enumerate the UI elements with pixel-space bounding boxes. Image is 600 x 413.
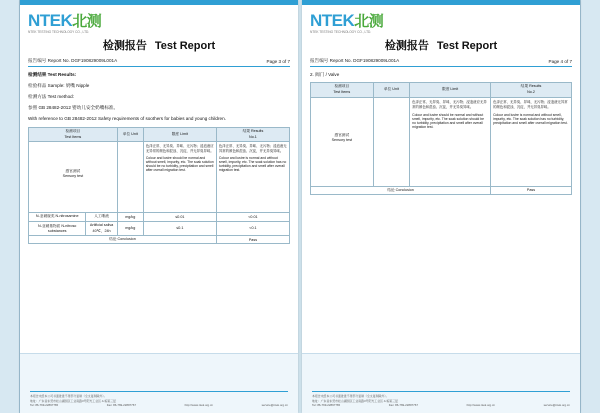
cell-conclusion-value: Pass bbox=[216, 236, 289, 244]
conclusion-cn: 结论 bbox=[387, 187, 395, 192]
cell-limit-nitrosamine: ≤0.01 bbox=[143, 213, 216, 221]
limit-sensory-cn: 色泽正常、无异臭、异味、无污物；浸泡液应无异常的颜色和混浊、沉淀，并无异臭异味。 bbox=[145, 144, 214, 154]
report-number bbox=[28, 58, 117, 64]
left-gutter bbox=[0, 0, 20, 413]
th-limit: 限度 Limit bbox=[410, 83, 491, 98]
limit-sensory-cn: 色泽正常、无异臭、异味、无污物；浸泡液应无异常的颜色和混浊、沉淀，并无异臭异味。 bbox=[412, 99, 487, 109]
brand-header bbox=[28, 8, 290, 34]
gutter-hairline bbox=[580, 0, 581, 413]
footer-divider bbox=[312, 391, 570, 392]
page-footer-3 bbox=[30, 391, 288, 407]
report-no-label: 报告编号 Report No. bbox=[28, 58, 70, 63]
table-row bbox=[311, 97, 572, 186]
item-sensory-en: Sensory test bbox=[331, 137, 353, 142]
result-sensory-cn: 色泽正常、无异臭、异味、无污物；浸泡液无异常的颜色和混浊、沉淀，并无异臭异味。 bbox=[493, 99, 568, 109]
cell-item-nitrosamine: N-亚硝胺类 N-nitrosamine bbox=[29, 213, 86, 221]
page-top-accent-bar bbox=[20, 0, 298, 5]
footer-website[interactable]: http://www.ntek.org.cn bbox=[466, 403, 495, 407]
results-table-3 bbox=[28, 127, 290, 245]
cell-limit-sensory bbox=[410, 97, 491, 186]
valve-section-heading: 2. 阀门 / Valve bbox=[310, 72, 340, 77]
logo-cn: 北测 bbox=[354, 13, 384, 30]
cell-item-nitroso: N-亚硝基物质 N-nitroso substances bbox=[29, 221, 86, 236]
cell-item-sensory bbox=[29, 142, 118, 213]
limit-sensory-en: Colour and lustre should be normal and without smell, impurity, etc. The soak solution should be no turbidity, precipitation and smell after overall migration test. bbox=[412, 112, 485, 129]
footer-text bbox=[312, 394, 570, 403]
sample-line bbox=[28, 82, 290, 89]
table-row bbox=[29, 221, 290, 236]
cell-limit-sensory bbox=[143, 142, 216, 213]
sample-label-en: Sample: bbox=[47, 83, 65, 89]
report-title-en: Test Report bbox=[154, 40, 216, 52]
report-title-en: Test Report bbox=[436, 40, 498, 52]
cell-unit-nitrosamine: mg/kg bbox=[117, 213, 143, 221]
th-unit: 单位 Unit bbox=[117, 127, 143, 142]
table-row bbox=[29, 213, 290, 221]
report-title-cn: 检测报告 bbox=[102, 40, 147, 52]
cell-unit-sensory bbox=[373, 97, 410, 186]
cell-limit-nitroso: ≤0.1 bbox=[143, 221, 216, 236]
test-method-line bbox=[28, 93, 290, 100]
report-meta-row bbox=[310, 58, 572, 67]
th-test-items: 检测项目 Test Items bbox=[311, 83, 374, 98]
standard-line-en: With reference to GB 28482-2012 Safety requirements of soothers for babies and young children. bbox=[28, 116, 226, 122]
sample-value: 奶嘴 Nipple bbox=[65, 83, 90, 89]
brand-header bbox=[310, 8, 572, 34]
sample-label-cn: 检验样品 bbox=[28, 83, 47, 89]
report-no-value: DGF190829009L001A bbox=[71, 58, 118, 63]
th-limit: 限度 Limit bbox=[143, 127, 216, 142]
footer-contact-row bbox=[30, 403, 288, 407]
report-no-value: DGF190829009L001A bbox=[353, 58, 400, 63]
conclusion-row bbox=[311, 186, 572, 194]
page-number: Page 3 of 7 bbox=[266, 58, 290, 64]
logo-n: N bbox=[28, 11, 40, 30]
cell-result-nitrosamine: <0.01 bbox=[216, 213, 289, 221]
item-sensory-cn: 感官测试 bbox=[65, 169, 81, 174]
logo bbox=[310, 12, 383, 34]
cell-result-nitroso: <0.1 bbox=[216, 221, 289, 236]
table-header-row bbox=[29, 127, 290, 142]
th-test-items: 检测项目 Test Items bbox=[29, 127, 118, 142]
item-sensory-cn: 感官测试 bbox=[334, 132, 350, 137]
page-title bbox=[310, 37, 572, 53]
report-number bbox=[310, 58, 399, 64]
test-results-heading bbox=[28, 71, 290, 78]
footer-email[interactable]: service@ntek.org.cn bbox=[543, 403, 570, 407]
method-label-cn: 检测方法 bbox=[28, 94, 47, 100]
cell-cond-nitrosamine bbox=[86, 213, 117, 221]
page-number: Page 4 of 7 bbox=[548, 58, 572, 64]
cell-cond-nitroso bbox=[86, 221, 117, 236]
footer-line2: 地址：广东省东莞市松山湖园区工业南路3号阳光工业区 A 栋第三层 bbox=[312, 398, 398, 403]
conclusion-en: Conclusion bbox=[117, 237, 136, 242]
footer-tel: Tel: 86-769-22897765 bbox=[30, 403, 59, 407]
conclusion-en: Conclusion bbox=[395, 187, 414, 192]
result-sensory-en: Colour and lustre is normal and without smell, impurity, etc. The soak solution has no turbidity, precipitation and smell after overall migration test. bbox=[218, 156, 287, 173]
th-results: 结果 Results No.1 bbox=[216, 127, 289, 142]
logo-tek: TEK bbox=[321, 11, 355, 30]
document-page-4[interactable] bbox=[302, 0, 580, 413]
standard-line-cn: 参照 GB 28482-2012 婴幼儿安全奶嘴标准。 bbox=[28, 105, 119, 111]
footer-line2: 地址：广东省东莞市松山湖园区工业南路3号阳光工业区 A 栋第三层 bbox=[30, 398, 116, 403]
cell-conclusion-label bbox=[311, 186, 491, 194]
table-row bbox=[29, 142, 290, 213]
cell-result-sensory bbox=[216, 142, 289, 213]
footer-email[interactable]: service@ntek.org.cn bbox=[261, 403, 288, 407]
page-footer-4 bbox=[312, 391, 570, 407]
report-no-label: 报告编号 Report No. bbox=[310, 58, 352, 63]
logo-n: N bbox=[310, 11, 322, 30]
document-page-3[interactable] bbox=[20, 0, 298, 413]
footer-fax: Fax: 86-769-22897767 bbox=[106, 403, 136, 407]
page-title bbox=[28, 37, 290, 53]
footer-line1: 本报告未经本公司书面批准不得部分复制（全文复制除外）。 bbox=[30, 394, 107, 399]
th-unit: 单位 Unit bbox=[373, 83, 410, 98]
logo-subtitle: NTEK TESTING TECHNOLOGY CO., LTD. bbox=[28, 30, 90, 34]
limit-sensory-en: Colour and lustre should be normal and without smell, impurity, etc. The soak solution should be no turbidity, precipitation and smell after overall migration test. bbox=[145, 156, 214, 173]
cell-conclusion-label bbox=[29, 236, 217, 244]
page-top-accent-bar bbox=[302, 0, 580, 5]
cond-nitroso-en: Artificial saliva bbox=[89, 222, 114, 227]
report-title-cn: 检测报告 bbox=[384, 40, 429, 52]
logo-cn: 北测 bbox=[72, 13, 102, 30]
item-sensory-en: Sensory test bbox=[62, 174, 84, 179]
footer-text bbox=[30, 394, 288, 403]
result-sensory-en: Colour and lustre is normal and without smell, impurity, etc. The soak solution has no turbidity, precipitation and smell after overall migration test. bbox=[493, 112, 568, 125]
cell-result-sensory bbox=[491, 97, 572, 186]
table-header-row bbox=[311, 83, 572, 98]
right-gutter bbox=[580, 0, 600, 413]
footer-divider bbox=[30, 391, 288, 392]
cond-nitrosamine-cn: 人工唾液 bbox=[94, 214, 109, 219]
cell-item-sensory bbox=[311, 97, 374, 186]
cell-unit-sensory bbox=[117, 142, 143, 213]
conclusion-row bbox=[29, 236, 290, 244]
result-sensory-cn: 色泽正常、无异臭、异味、无污物；浸泡液无异常的颜色和混浊、沉淀，并无异臭异味。 bbox=[218, 144, 287, 154]
logo-tek: TEK bbox=[39, 11, 73, 30]
logo bbox=[28, 12, 101, 34]
cell-conclusion-value: Pass bbox=[491, 186, 572, 194]
results-label-cn: 检测结果 bbox=[28, 72, 47, 77]
cell-unit-nitroso: mg/kg bbox=[117, 221, 143, 236]
report-meta-row bbox=[28, 58, 290, 67]
th-results: 结果 Results No.2 bbox=[491, 83, 572, 98]
footer-contact-row bbox=[312, 403, 570, 407]
footer-website[interactable]: http://www.ntek.org.cn bbox=[184, 403, 213, 407]
results-label-en: Test Results: bbox=[47, 72, 77, 77]
page-container bbox=[20, 0, 580, 413]
footer-fax: Fax: 86-769-22897767 bbox=[388, 403, 418, 407]
cond-nitroso-cn: 40℃，24h bbox=[92, 228, 111, 233]
logo-subtitle: NTEK TESTING TECHNOLOGY CO., LTD. bbox=[310, 30, 372, 34]
results-table-4 bbox=[310, 82, 572, 195]
conclusion-cn: 结论 bbox=[109, 237, 117, 242]
method-label-en: Test method: bbox=[47, 94, 74, 100]
footer-tel: Tel: 86-769-22897765 bbox=[312, 403, 341, 407]
footer-line1: 本报告未经本公司书面批准不得部分复制（全文复制除外）。 bbox=[312, 394, 389, 399]
